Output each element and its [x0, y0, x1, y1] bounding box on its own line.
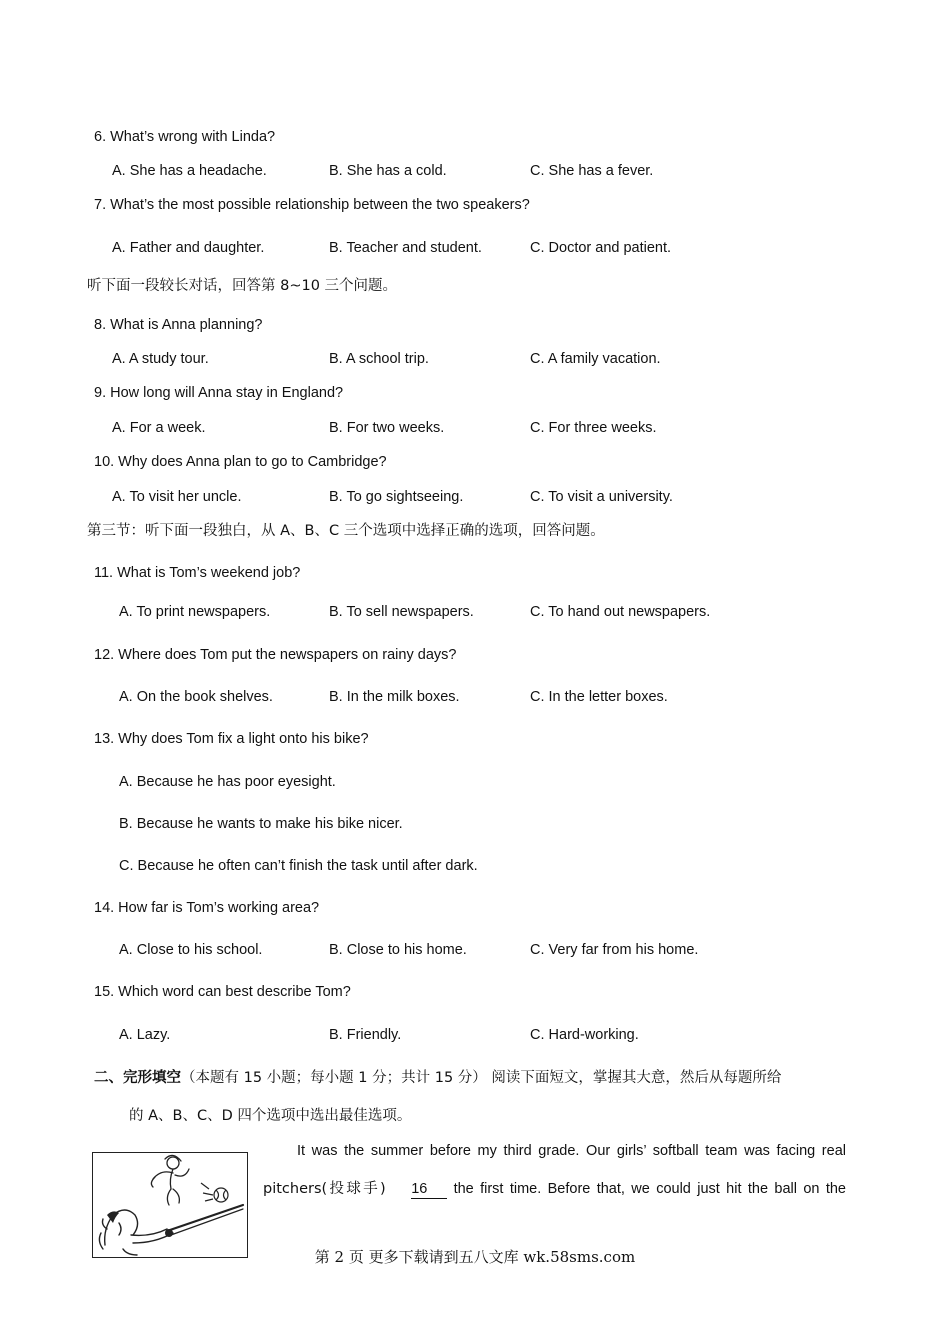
option-11b: B. To sell newspapers. [329, 604, 474, 620]
cloze-heading-rest: （本题有 15 小题；每小题 1 分；共计 15 分） 阅读下面短文，掌握其大意，然后从每题所给 [181, 1070, 782, 1086]
long-dialog-instruction: 听下面一段较长对话，回答第 8~10 三个问题。 [87, 278, 398, 294]
option-14a: A. Close to his school. [119, 942, 263, 958]
option-12b: B. In the milk boxes. [329, 689, 460, 705]
option-10b: B. To go sightseeing. [329, 489, 464, 505]
option-14c: C. Very far from his home. [530, 942, 699, 958]
option-7c: C. Doctor and patient. [530, 240, 672, 256]
option-15b: B. Friendly. [329, 1027, 402, 1043]
question-14: 14. How far is Tom’s working area? [94, 900, 320, 916]
section3-instruction: 第三节：听下面一段独白，从 A、B、C 三个选项中选择正确的选项，回答问题。 [87, 523, 605, 539]
question-7: 7. What’s the most possible relationship between the two speakers? [94, 197, 530, 213]
blank-16[interactable]: 16 [411, 1181, 447, 1199]
passage-line-2-start: pitchers(投球手) [263, 1181, 386, 1197]
question-8: 8. What is Anna planning? [94, 317, 263, 333]
cloze-heading-line2: 的 A、B、C、D 四个选项中选出最佳选项。 [129, 1108, 412, 1124]
option-6a: A. She has a headache. [112, 163, 267, 179]
option-6b: B. She has a cold. [329, 163, 447, 179]
passage-line-2 [263, 1170, 846, 1208]
option-12a: A. On the book shelves. [119, 689, 273, 705]
option-11c: C. To hand out newspapers. [530, 604, 711, 620]
question-13: 13. Why does Tom fix a light onto his bike? [94, 731, 369, 747]
option-14b: B. Close to his home. [329, 942, 467, 958]
passage-line-1: It was the summer before my third grade. Our girls’ softball team was facing real [297, 1143, 846, 1159]
option-10c: C. To visit a university. [530, 489, 673, 505]
question-6: 6. What’s wrong with Linda? [94, 129, 276, 145]
option-11a: A. To print newspapers. [119, 604, 271, 620]
page-footer: 第 2 页 更多下载请到五八文库 wk.58sms.com [314, 1248, 636, 1266]
option-6c: C. She has a fever. [530, 163, 654, 179]
option-7b: B. Teacher and student. [329, 240, 482, 256]
cloze-heading: 二、完形填空 [94, 1070, 181, 1086]
option-9c: C. For three weeks. [530, 420, 657, 436]
softball-player-icon [93, 1153, 247, 1257]
option-15c: C. Hard-working. [530, 1027, 639, 1043]
option-13c: C. Because he often can’t finish the task until after dark. [119, 858, 478, 874]
question-10: 10. Why does Anna plan to go to Cambridge? [94, 454, 387, 470]
softball-illustration [92, 1152, 248, 1258]
question-15: 15. Which word can best describe Tom? [94, 984, 351, 1000]
question-11: 11. What is Tom’s weekend job? [94, 565, 301, 581]
option-13b: B. Because he wants to make his bike nicer. [119, 816, 403, 832]
cloze-passage [263, 1132, 846, 1208]
option-8c: C. A family vacation. [530, 351, 661, 367]
option-8a: A. A study tour. [112, 351, 209, 367]
option-10a: A. To visit her uncle. [112, 489, 242, 505]
option-8b: B. A school trip. [329, 351, 429, 367]
option-13a: A. Because he has poor eyesight. [119, 774, 336, 790]
option-15a: A. Lazy. [119, 1027, 171, 1043]
passage-line-2-end: the first time. Before that, we could just hit the ball on the [453, 1181, 846, 1197]
option-12c: C. In the letter boxes. [530, 689, 668, 705]
cloze-heading-line [94, 1068, 781, 1088]
option-9b: B. For two weeks. [329, 420, 445, 436]
question-12: 12. Where does Tom put the newspapers on rainy days? [94, 647, 457, 663]
option-9a: A. For a week. [112, 420, 206, 436]
question-9: 9. How long will Anna stay in England? [94, 385, 344, 401]
option-7a: A. Father and daughter. [112, 240, 265, 256]
